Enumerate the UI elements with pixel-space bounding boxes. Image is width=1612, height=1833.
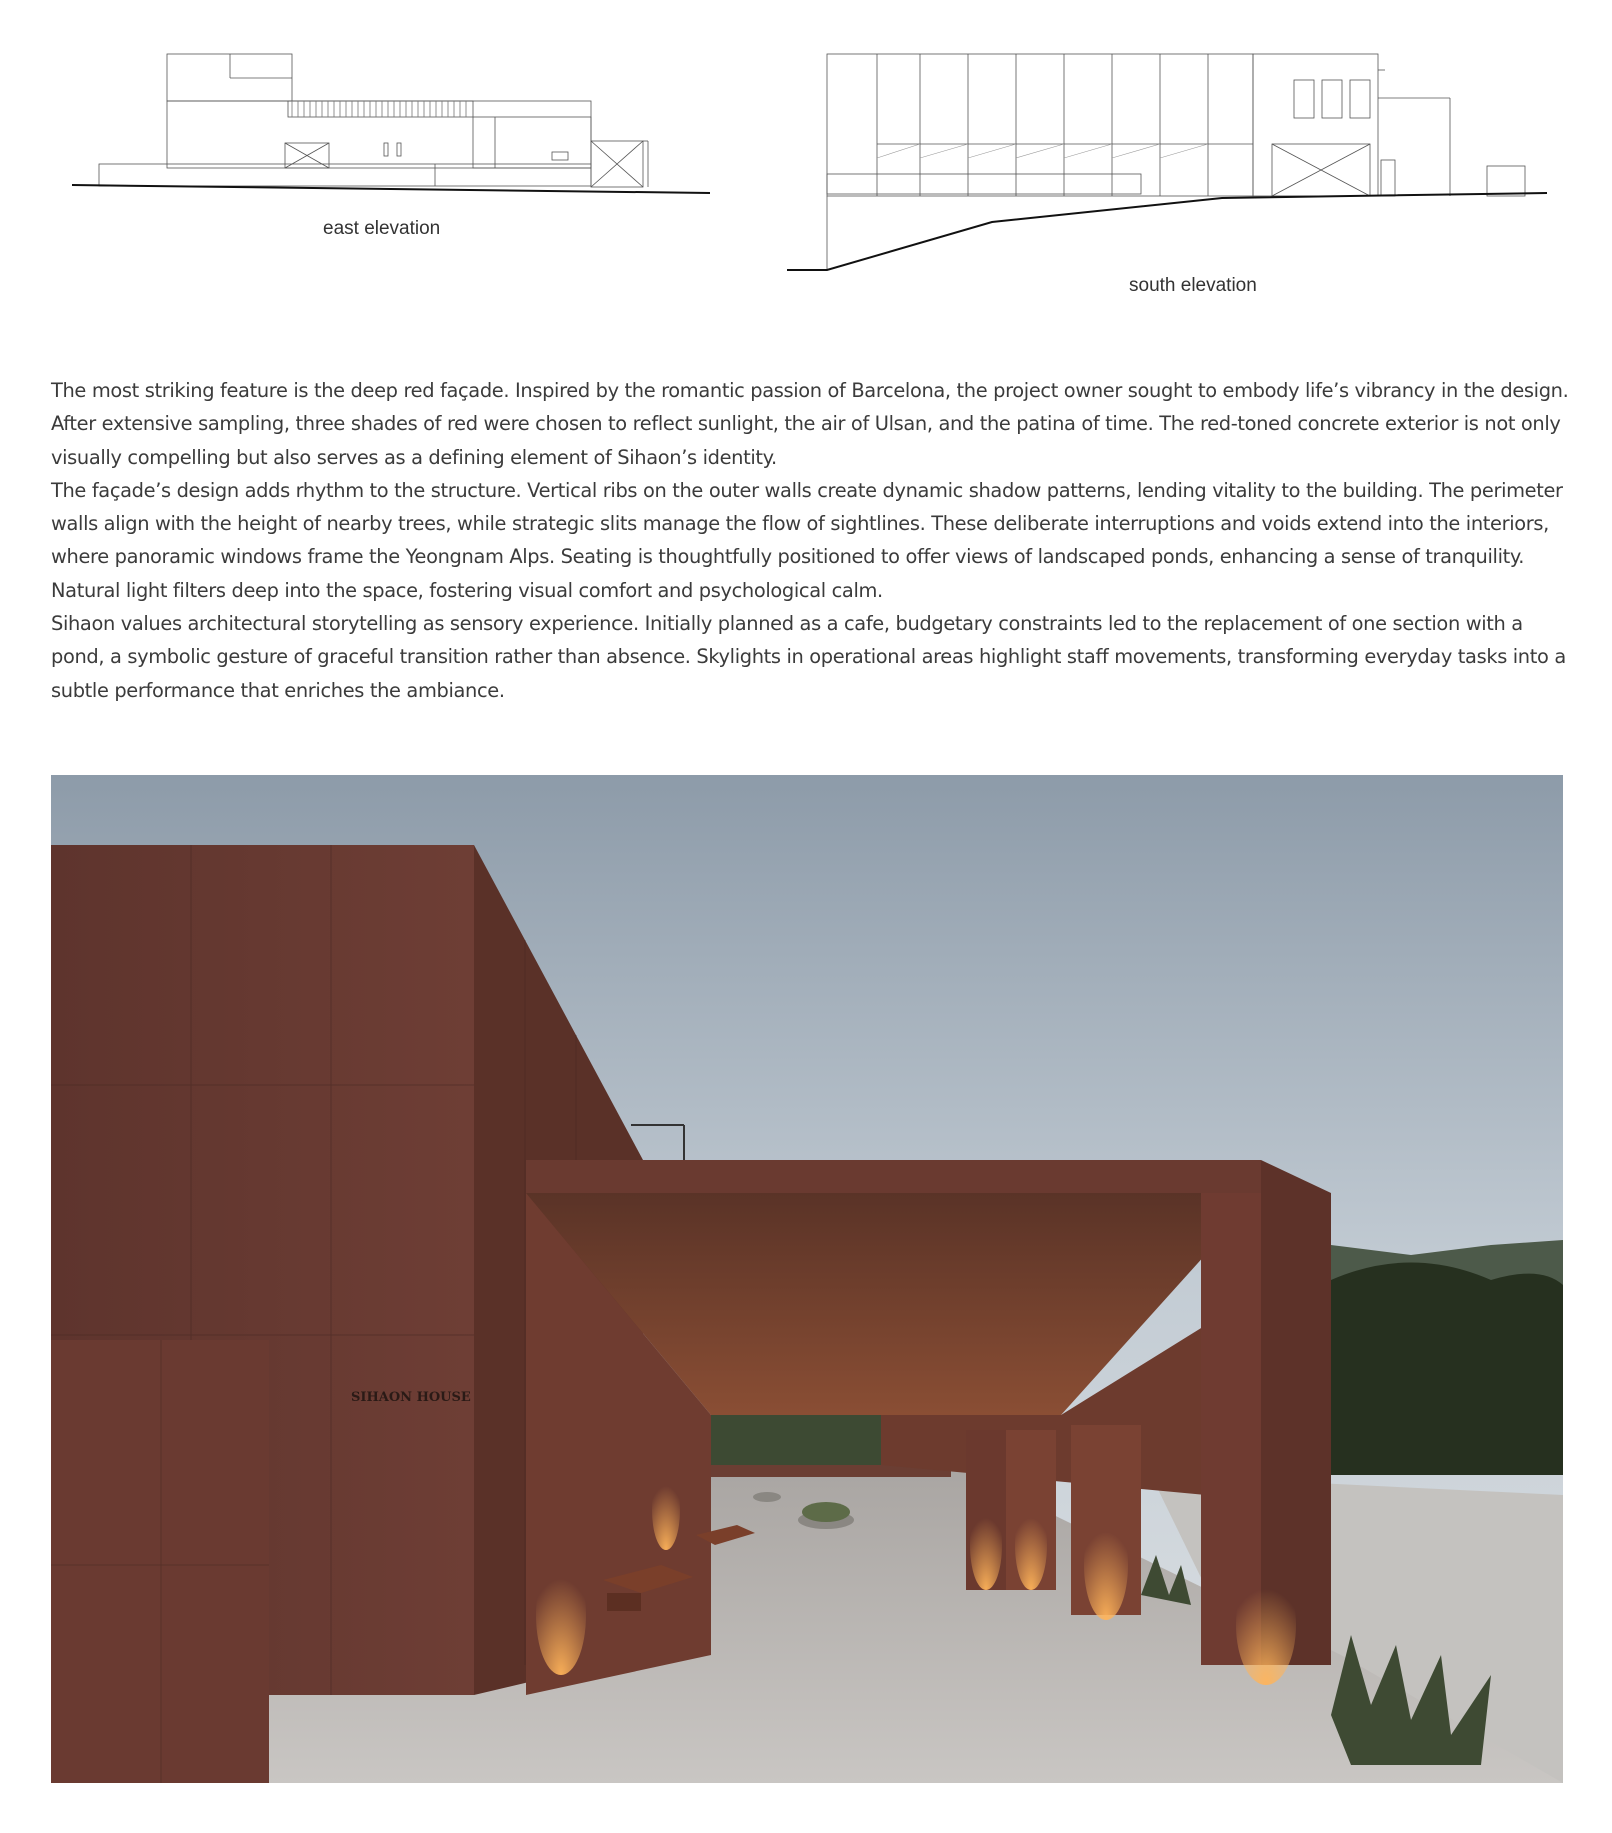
south-elevation-caption: south elevation [1129, 275, 1257, 296]
article-paragraph: The most striking feature is the deep red façade. Inspired by the romantic passion of Barcelona, the project owner sought to embody life’s vibrancy in the design. After extensive sampling, three shades of red were chosen to reflect sunlight, the air of Ulsan, and the patina of time. The red-toned concrete exterior is not only visually compelling but also serves as a defining element of Sihaon’s identity. [51, 379, 1569, 469]
sihaon-house-sign: SIHAON HOUSE [351, 1390, 471, 1405]
building-photo [51, 775, 1563, 1783]
article-paragraph: Sihaon values architectural storytelling as sensory experience. Initially planned as a cafe, budgetary constraints led to the replacement of one section with a pond, a symbolic gesture of graceful transition rather than absence. Skylights in operational areas highlight staff movements, transforming everyday tasks into a subtle performance that enriches the ambiance. [51, 612, 1566, 702]
south-elevation-drawing [782, 48, 1554, 308]
article-paragraph: The façade’s design adds rhythm to the structure. Vertical ribs on the outer walls create dynamic shadow patterns, lending vitality to the building. The perimeter walls align with the height of nearby trees, while strategic slits manage the flow of sightlines. These deliberate interruptions and voids extend into the interiors, where panoramic windows frame the Yeongnam Alps. Seating is thoughtfully positioned to offer views of landscaped ponds, enhancing a sense of tranquility. Natural light filters deep into the space, fostering visual comfort and psychological calm. [51, 478, 1563, 602]
east-elevation-caption: east elevation [323, 218, 441, 239]
article-body [51, 374, 1576, 707]
